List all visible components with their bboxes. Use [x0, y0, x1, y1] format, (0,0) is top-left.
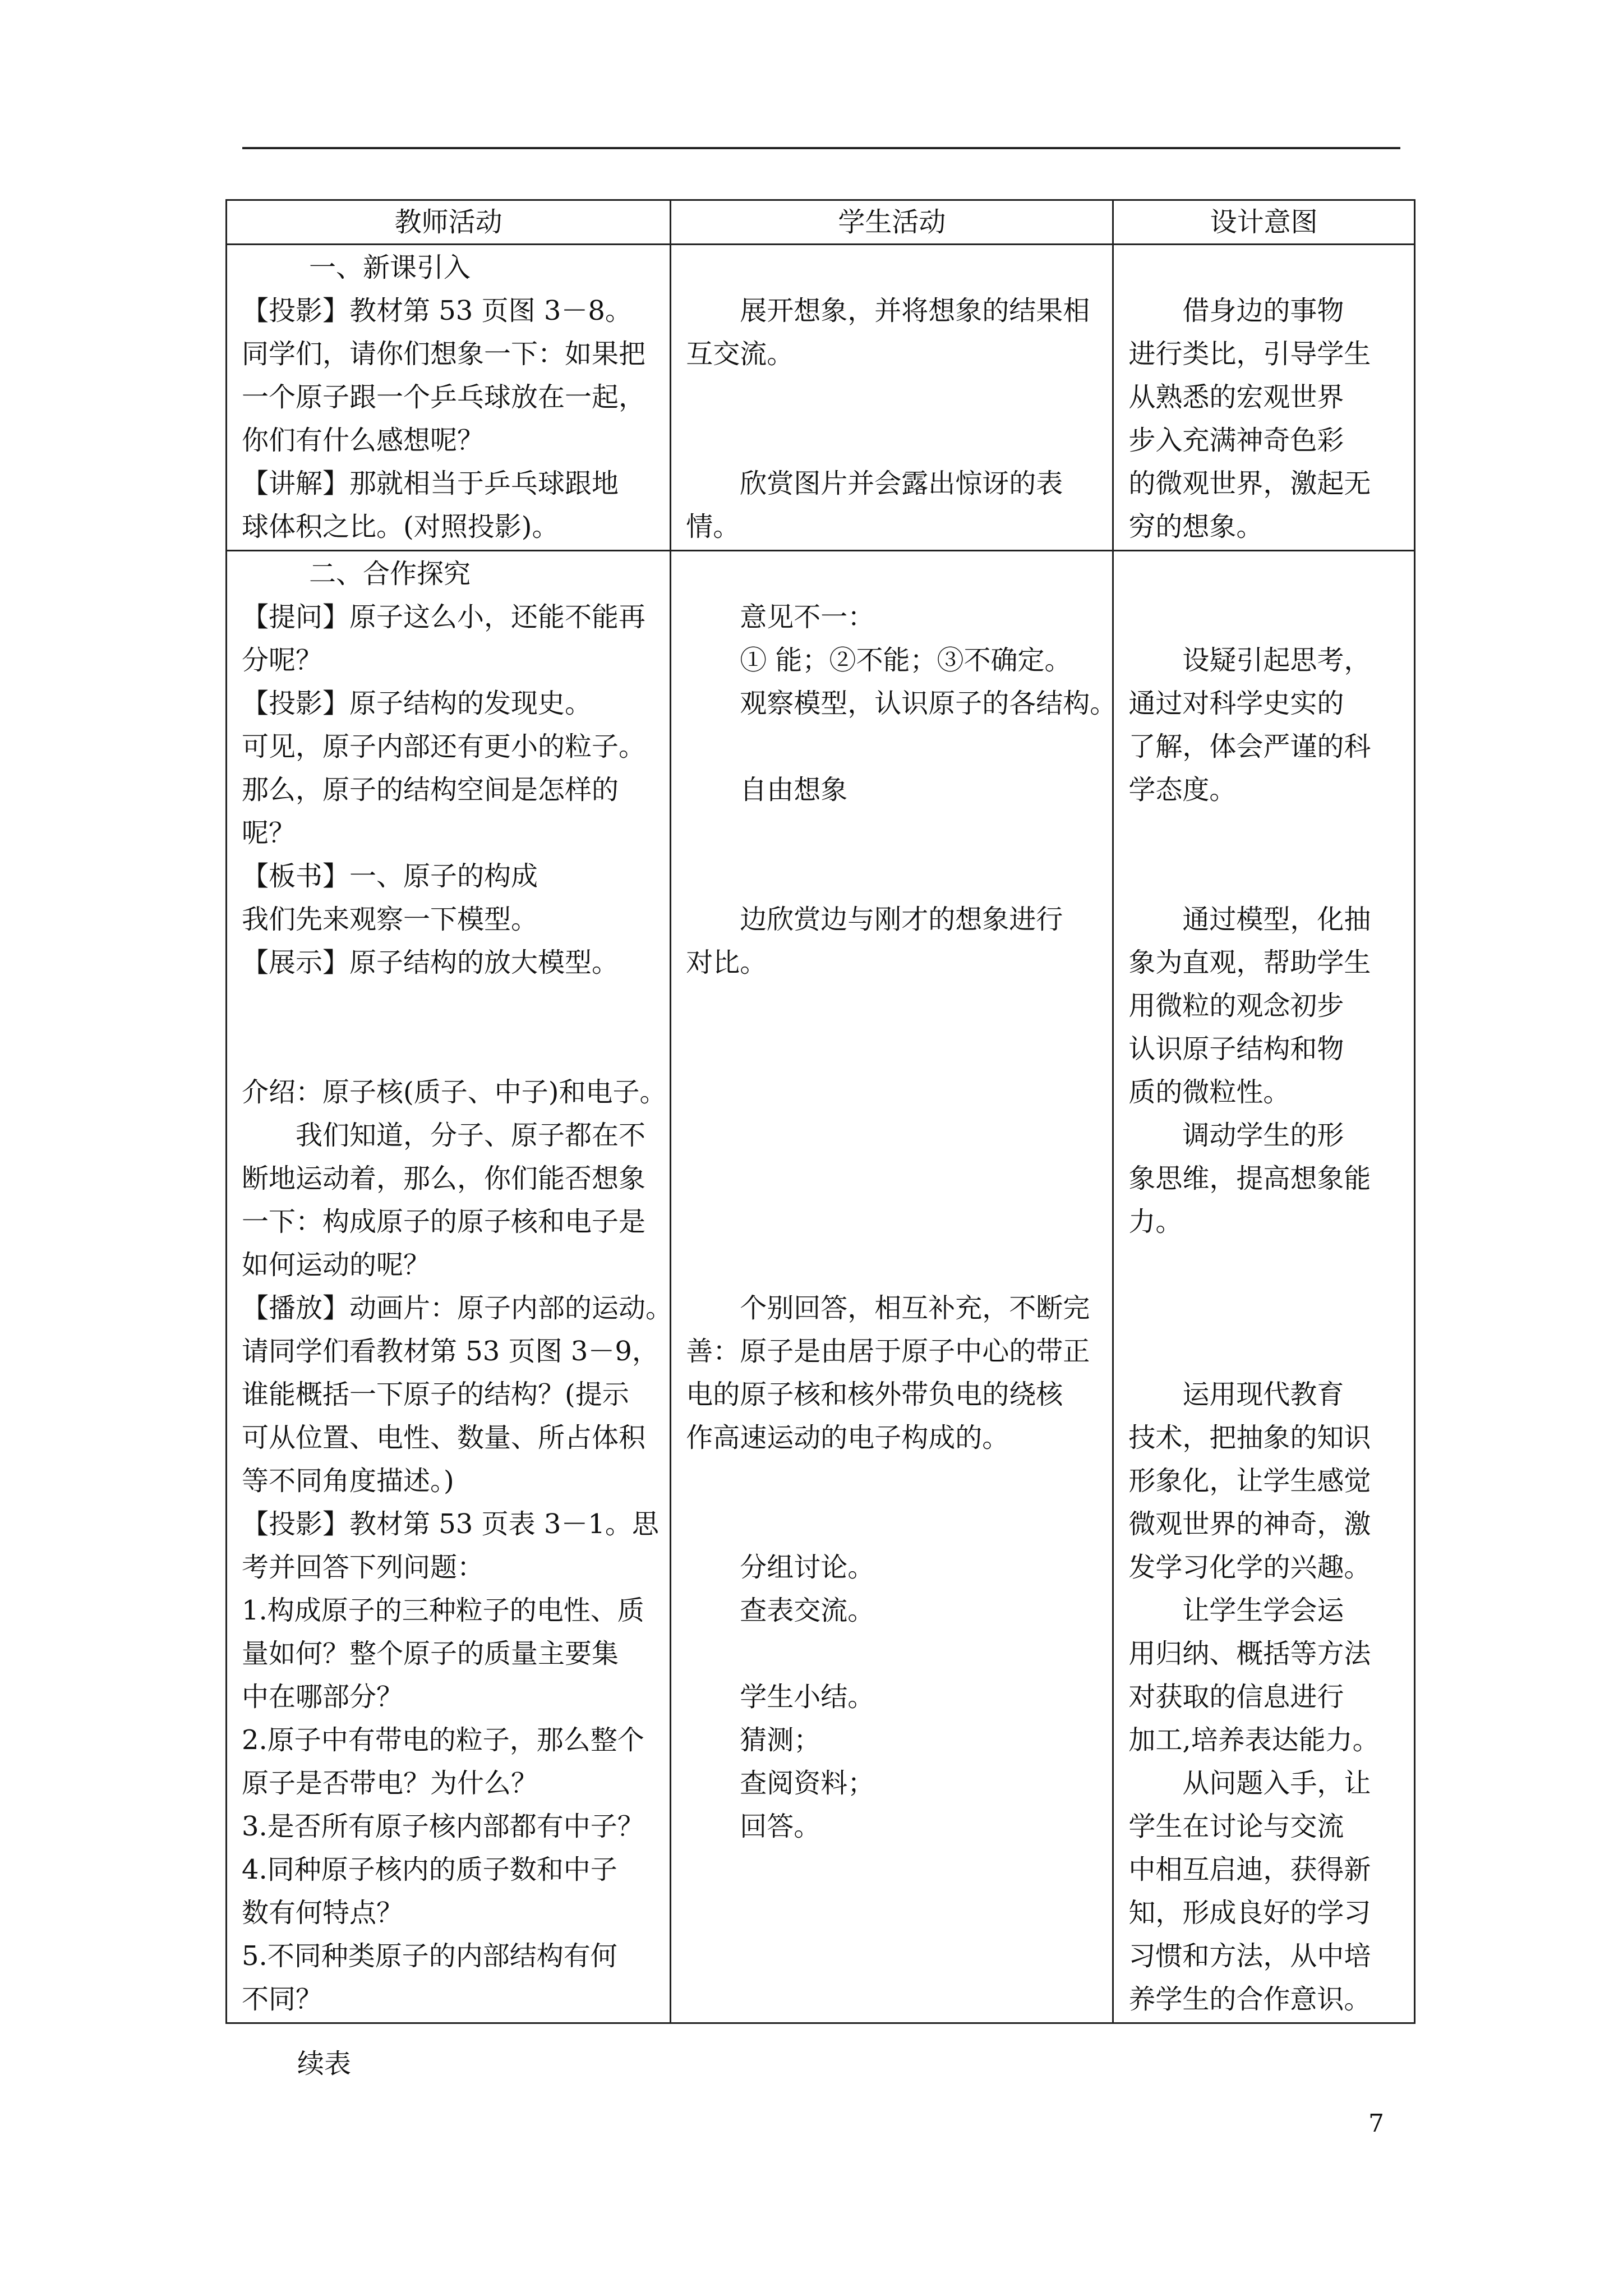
text-line: 【展示】原子结构的放大模型。	[242, 947, 619, 978]
text-line: 观察模型，认识原子的各结构。	[740, 688, 1117, 719]
text-line: 作高速运动的电子构成的。	[686, 1422, 1009, 1453]
text-line: 【提问】原子这么小，还能不能再	[242, 601, 646, 633]
text-line: 加工,培养表达能力。	[1128, 1724, 1380, 1756]
text-line: 习惯和方法，从中培	[1128, 1940, 1371, 1972]
text-line: 从问题入手，让	[1182, 1768, 1371, 1799]
text-line: 【播放】动画片：原子内部的运动。	[242, 1292, 673, 1324]
text-line: 从熟悉的宏观世界	[1128, 381, 1344, 413]
text-line: 个别回答，相互补充，不断完	[740, 1292, 1090, 1324]
table-row	[227, 551, 1415, 2023]
text-line: 学生在讨论与交流	[1128, 1811, 1344, 1842]
teacher-cell	[227, 245, 671, 551]
text-line: 【讲解】那就相当于乒乓球跟地	[242, 468, 619, 499]
text-line: 步入充满神奇色彩	[1128, 425, 1344, 456]
text-line: 同学们，请你们想象一下：如果把	[242, 338, 646, 370]
question-line: 3.是否所有原子核内部都有中子？	[242, 1811, 644, 1842]
design-cell	[1113, 551, 1415, 2023]
text-line: 一下：构成原子的原子核和电子是	[242, 1206, 646, 1237]
text-line: 呢？	[242, 817, 296, 849]
text-line: 调动学生的形	[1182, 1120, 1344, 1151]
text-line: 让学生学会运	[1182, 1595, 1344, 1626]
text-line: 【投影】教材第 53 页表 3－1。思	[242, 1508, 659, 1540]
text-line: 查表交流。	[740, 1595, 875, 1626]
text-line: 用微粒的观念初步	[1128, 990, 1344, 1022]
text-line: 介绍：原子核(质子、中子)和电子。	[242, 1076, 667, 1108]
text-line: 用归纳、概括等方法	[1128, 1638, 1371, 1669]
text-line: 【板书】一、原子的构成	[242, 861, 538, 892]
section-heading: 二、合作探究	[309, 558, 471, 590]
question-line: 原子是否带电？为什么？	[242, 1768, 538, 1799]
text-line: 如何运动的呢？	[242, 1249, 431, 1281]
text-line: 分组讨论。	[740, 1552, 875, 1583]
text-line: 力。	[1128, 1206, 1183, 1237]
text-line: 【投影】原子结构的发现史。	[242, 688, 592, 719]
text-line: 欣赏图片并会露出惊讶的表	[740, 468, 1063, 499]
page-number: 7	[1368, 2109, 1384, 2138]
text-line: 请同学们看教材第 53 页图 3－9，	[242, 1336, 659, 1367]
text-line: 电的原子核和核外带负电的绕核	[686, 1379, 1063, 1410]
table-row	[227, 245, 1415, 551]
text-line: 等不同角度描述。)	[242, 1465, 454, 1497]
question-line: 数有何特点？	[242, 1897, 404, 1929]
text-line: 情。	[686, 511, 740, 542]
lesson-plan-table	[225, 199, 1415, 2024]
text-line: 我们知道，分子、原子都在不	[296, 1120, 646, 1151]
text-line: 互交流。	[686, 338, 794, 370]
text-line: 善：原子是由居于原子中心的带正	[686, 1336, 1090, 1367]
text-line: 学生小结。	[740, 1681, 875, 1713]
text-line: 我们先来观察一下模型。	[242, 904, 538, 935]
text-line: 知，形成良好的学习	[1128, 1897, 1371, 1929]
text-line: 通过对科学史实的	[1128, 688, 1344, 719]
text-line: 对获取的信息进行	[1128, 1681, 1344, 1713]
text-line: 象思维，提高想象能	[1128, 1163, 1371, 1194]
text-line: 认识原子结构和物	[1128, 1033, 1344, 1065]
text-line: 考并回答下列问题：	[242, 1552, 485, 1583]
header-rule	[242, 147, 1400, 149]
section-heading: 一、新课引入	[309, 252, 471, 283]
text-line: 养学生的合作意识。	[1128, 1984, 1371, 2015]
table-continued-caption: 续表	[297, 2048, 352, 2079]
text-line: 那么，原子的结构空间是怎样的	[242, 774, 619, 806]
text-line: 借身边的事物	[1182, 295, 1344, 326]
text-line: 对比。	[686, 947, 767, 978]
text-line: 意见不一：	[740, 601, 875, 633]
text-line: 【投影】教材第 53 页图 3－8。	[242, 295, 632, 326]
text-line: 你们有什么感想呢？	[242, 425, 485, 456]
text-line: 谁能概括一下原子的结构？(提示	[242, 1379, 629, 1410]
text-line: 展开想象，并将想象的结果相	[740, 295, 1090, 326]
text-line: ① 能；②不能；③不确定。	[740, 645, 1072, 676]
question-line: 5.不同种类原子的内部结构有何	[242, 1940, 617, 1972]
text-line: 微观世界的神奇，激	[1128, 1508, 1371, 1540]
question-line: 4.同种原子核内的质子数和中子	[242, 1854, 617, 1885]
text-line: 中相互启迪，获得新	[1128, 1854, 1371, 1885]
text-line: 学态度。	[1128, 774, 1237, 806]
question-line: 2.原子中有带电的粒子，那么整个	[242, 1724, 644, 1756]
text-line: 球体积之比。(对照投影)。	[242, 511, 559, 542]
student-cell	[671, 245, 1113, 551]
header-design-intent: 设计意图	[1113, 200, 1415, 245]
text-line: 可见，原子内部还有更小的粒子。	[242, 731, 646, 762]
text-line: 一个原子跟一个乒乓球放在一起，	[242, 381, 646, 413]
question-line: 量如何？整个原子的质量主要集	[242, 1638, 619, 1669]
text-line: 可从位置、电性、数量、所占体积	[242, 1422, 646, 1453]
text-line: 的微观世界，激起无	[1128, 468, 1371, 499]
text-line: 发学习化学的兴趣。	[1128, 1552, 1371, 1583]
text-line: 猜测；	[740, 1724, 821, 1756]
text-line: 设疑引起思考，	[1182, 645, 1371, 676]
question-line: 中在哪部分？	[242, 1681, 404, 1713]
table-header-row	[227, 200, 1415, 245]
text-line: 形象化，让学生感觉	[1128, 1465, 1371, 1497]
text-line: 分呢？	[242, 645, 323, 676]
text-line: 技术，把抽象的知识	[1128, 1422, 1371, 1453]
header-student-activity: 学生活动	[671, 200, 1113, 245]
text-line: 进行类比，引导学生	[1128, 338, 1371, 370]
text-line: 象为直观，帮助学生	[1128, 947, 1371, 978]
header-teacher-activity: 教师活动	[227, 200, 671, 245]
text-line: 断地运动着，那么，你们能否想象	[242, 1163, 646, 1194]
text-line: 自由想象	[740, 774, 848, 806]
text-line: 穷的想象。	[1128, 511, 1264, 542]
design-cell	[1113, 245, 1415, 551]
text-line: 了解，体会严谨的科	[1128, 731, 1371, 762]
text-line: 回答。	[740, 1811, 821, 1842]
text-line: 查阅资料；	[740, 1768, 875, 1799]
text-line: 质的微粒性。	[1128, 1076, 1290, 1108]
text-line: 通过模型，化抽	[1182, 904, 1371, 935]
question-line: 不同？	[242, 1984, 323, 2015]
teacher-cell	[227, 551, 671, 2023]
question-line: 1.构成原子的三种粒子的电性、质	[242, 1595, 644, 1626]
text-line: 运用现代教育	[1182, 1379, 1344, 1410]
student-cell	[671, 551, 1117, 2023]
text-line: 边欣赏边与刚才的想象进行	[740, 904, 1063, 935]
